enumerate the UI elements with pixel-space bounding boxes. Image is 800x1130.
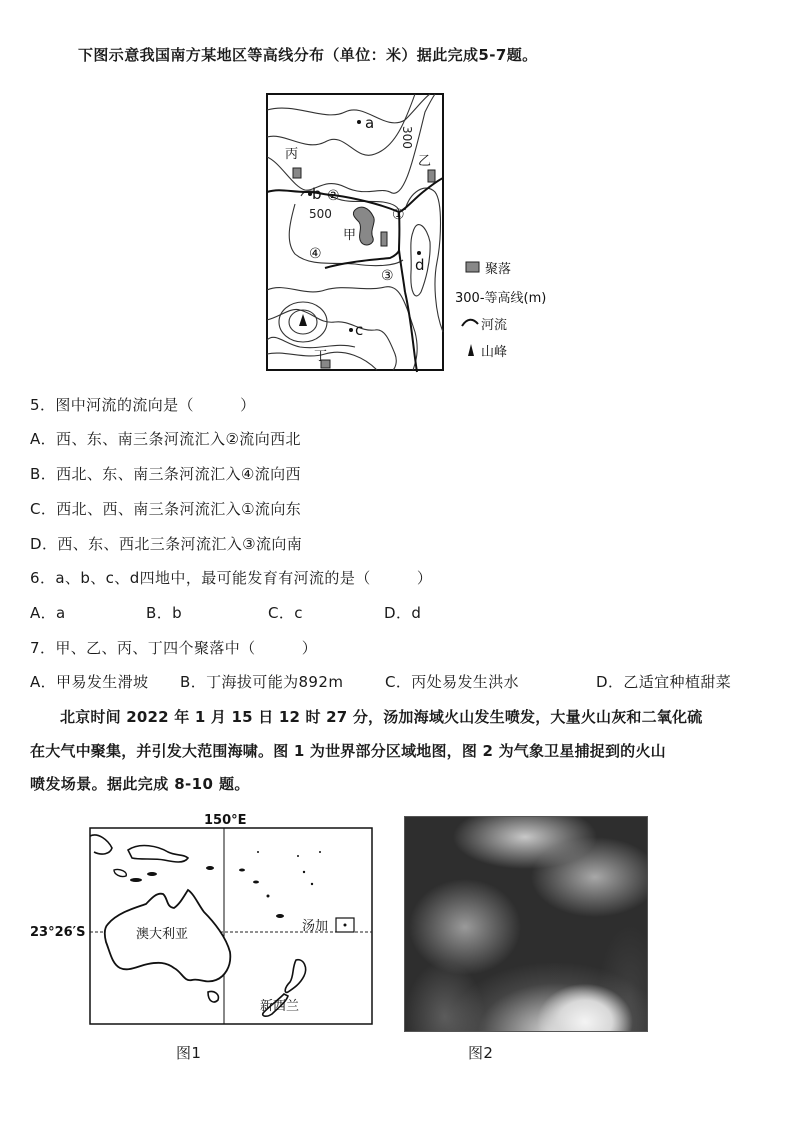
q6-option-a: A．a <box>30 604 66 622</box>
point-label-d: d <box>415 256 425 274</box>
legend-river: 河流 <box>481 318 508 333</box>
figure1-caption: 图1 <box>176 1044 202 1062</box>
legend-contour: 300-等高线(m) <box>455 291 547 306</box>
figure2-caption: 图2 <box>468 1044 494 1062</box>
settlement-label-yi: 乙 <box>418 154 432 169</box>
q6-option-c: C．c <box>268 604 303 622</box>
settlement-yi-icon <box>428 170 435 182</box>
legend-peak-icon <box>468 344 474 356</box>
q5-option-a: A．西、东、南三条河流汇入②流向西北 <box>30 430 301 448</box>
intro-text-2-line1: 北京时间 2022 年 1 月 15 日 12 时 27 分，汤加海域火山发生喷发，大量火山灰和二氧化硫 <box>60 708 703 726</box>
point-label-c: c <box>355 321 364 339</box>
figure1-map <box>28 812 378 1032</box>
river-label-1: ① <box>392 207 405 223</box>
lat-label: 23°26′S <box>30 925 86 940</box>
q7-stem: 7．甲、乙、丙、丁四个聚落中（ ） <box>30 639 318 657</box>
lon-label: 150°E <box>204 813 247 828</box>
point-label-b: b <box>312 185 322 203</box>
contour-label-300: 300 <box>400 126 414 149</box>
intro-text-2-line2: 在大气中聚集，并引发大范围海啸。图 1 为世界部分区域地图，图 2 为气象卫星捕捉到的火山 <box>30 742 666 760</box>
q5-option-c: C．西北、西、南三条河流汇入①流向东 <box>30 500 302 518</box>
point-a-dot <box>357 120 361 124</box>
q5-option-d: D．西、东、西北三条河流汇入③流向南 <box>30 535 303 553</box>
river-label-2: ② <box>327 188 340 204</box>
legend-settlement-icon <box>466 262 479 272</box>
tonga-label: 汤加 <box>302 919 329 934</box>
legend-settlement: 聚落 <box>485 262 512 277</box>
river-label-4: ④ <box>309 246 322 262</box>
settlement-label-jia: 甲 <box>343 228 357 243</box>
australia-label: 澳大利亚 <box>136 927 189 942</box>
point-c-dot <box>349 328 353 332</box>
q7-option-b: B．丁海拔可能为892m <box>180 673 344 691</box>
contour-label-500: 500 <box>309 207 332 221</box>
point-d-dot <box>417 251 421 255</box>
intro-text-1: 下图示意我国南方某地区等高线分布（单位：米）据此完成5-7题。 <box>78 46 538 64</box>
point-label-a: a <box>365 114 375 132</box>
intro-text-2-line3: 喷发场景。据此完成 8-10 题。 <box>30 775 250 793</box>
river-label-3: ③ <box>381 268 394 284</box>
legend-peak: 山峰 <box>481 345 508 360</box>
contour-map <box>265 92 555 380</box>
q6-stem: 6．a、b、c、d四地中，最可能发育有河流的是（ ） <box>30 569 433 587</box>
tonga-volcano-dot <box>344 924 347 927</box>
settlement-icon <box>381 232 387 246</box>
q6-option-b: B．b <box>146 604 183 622</box>
q6-option-d: D．d <box>384 604 422 622</box>
q5-stem: 5．图中河流的流向是（ ） <box>30 396 256 414</box>
q7-option-a: A．甲易发生滑坡 <box>30 673 149 691</box>
newzealand-label: 新西兰 <box>260 999 300 1014</box>
q7-option-c: C．丙处易发生洪水 <box>385 673 520 691</box>
tasmania-outline <box>208 991 218 1001</box>
figure2-satellite-image <box>404 816 648 1032</box>
settlement-label-ding: 丁 <box>314 349 328 364</box>
legend-river-icon <box>462 320 478 326</box>
settlement-bing-icon <box>293 168 301 178</box>
q7-option-d: D．乙适宜种植甜菜 <box>596 673 732 691</box>
settlement-label-bing: 丙 <box>285 147 299 162</box>
q5-option-b: B．西北、东、南三条河流汇入④流向西 <box>30 465 301 483</box>
